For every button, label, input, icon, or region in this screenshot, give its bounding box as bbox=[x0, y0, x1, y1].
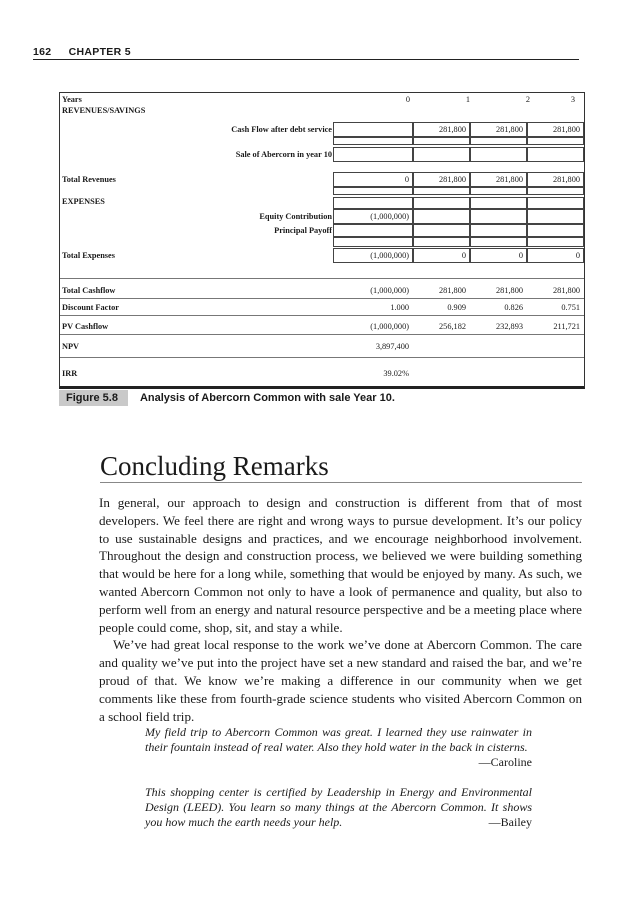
pv-cashflow-y1: 256,182 bbox=[439, 322, 466, 331]
paragraph-1: In general, our approach to design and construction is different from that of most developers. We feel there are right and wrong ways to pursue development. It’s our policy to use sustainable designs and practices, and we encourage neighborhood involvement. Throughout the design and construction process, we believed we were building something that would be here for a long while, something that would be enjoyed by many. As such, we wanted Abercorn Common not only to have a look of permanence and quality, but also to perform well from an energy and natural resource perspective and be a meeting place where people could come, shop, sit, and stay a while. bbox=[99, 495, 582, 635]
total-cashflow-y2: 281,800 bbox=[496, 286, 523, 295]
year-3: 3 bbox=[570, 95, 575, 104]
paragraph-2: We’ve had great local response to the work we’ve done at Abercorn Common. The care and quality we’ve put into the project have set a new standard and raised the bar, and we’re proud of that. We know we’re making a difference in our community when we get comments like these from fourth-grade science students who visited Abercorn Common on a school field trip. bbox=[99, 637, 582, 724]
pv-cashflow-y3: 211,721 bbox=[553, 322, 580, 331]
section-revenues: REVENUES/SAVINGS bbox=[62, 106, 146, 115]
equity-y0: (1,000,000) bbox=[370, 212, 409, 221]
total-cashflow-y3: 281,800 bbox=[553, 286, 580, 295]
pv-cashflow-y0: (1,000,000) bbox=[370, 322, 409, 331]
section-title: Concluding Remarks bbox=[100, 451, 329, 481]
discount-factor-y1: 0.909 bbox=[447, 303, 466, 312]
row-label-pv-cashflow: PV Cashflow bbox=[62, 322, 109, 331]
section-expenses: EXPENSES bbox=[62, 197, 105, 206]
header-rule bbox=[33, 59, 579, 60]
cash-flow-y2: 281,800 bbox=[496, 125, 523, 134]
body-text bbox=[99, 494, 582, 725]
quote-text: My field trip to Abercorn Common was great. I learned they use rainwater in their fountain instead of real water. Also they hold water in the back in cisterns. bbox=[145, 725, 532, 755]
caption-text: Analysis of Abercorn Common with sale Year 10. bbox=[139, 392, 395, 404]
cash-flow-y1: 281,800 bbox=[439, 125, 466, 134]
row-label-npv: NPV bbox=[62, 342, 80, 351]
cash-flow-y3: 281,800 bbox=[553, 125, 580, 134]
total-revenues-y1: 281,800 bbox=[439, 175, 466, 184]
total-revenues-y2: 281,800 bbox=[496, 175, 523, 184]
quote-caroline bbox=[145, 725, 532, 771]
row-label-cash-flow: Cash Flow after debt service bbox=[231, 125, 332, 134]
year-0: 0 bbox=[405, 95, 410, 104]
row-label-total-expenses: Total Expenses bbox=[62, 251, 115, 260]
chapter-label: CHAPTER 5 bbox=[68, 46, 131, 58]
row-label-total-revenues: Total Revenues bbox=[62, 175, 116, 184]
pv-cashflow-y2: 232,893 bbox=[496, 322, 523, 331]
discount-factor-y0: 1.000 bbox=[390, 303, 409, 312]
total-revenues-y0: 0 bbox=[404, 175, 409, 184]
total-cashflow-y1: 281,800 bbox=[439, 286, 466, 295]
row-label-discount-factor: Discount Factor bbox=[62, 303, 119, 312]
discount-factor-y3: 0.751 bbox=[561, 303, 580, 312]
discount-factor-y2: 0.826 bbox=[504, 303, 523, 312]
total-expenses-y1: 0 bbox=[461, 251, 466, 260]
figure-label: Figure 5.8 bbox=[59, 390, 128, 406]
total-expenses-y3: 0 bbox=[575, 251, 580, 260]
year-2: 2 bbox=[525, 95, 530, 104]
total-expenses-y0: (1,000,000) bbox=[370, 251, 409, 260]
quote-author: —Bailey bbox=[488, 815, 532, 830]
npv-value: 3,897,400 bbox=[375, 342, 409, 351]
total-revenues-y3: 281,800 bbox=[553, 175, 580, 184]
quote-text: This shopping center is certified by Leadership in Energy and Environmental Design (LEED). You learn so many things at the Abercorn Common. It shows you how much the earth needs your help. bbox=[145, 785, 532, 830]
figure-caption bbox=[59, 390, 395, 406]
figure-table bbox=[59, 92, 585, 389]
row-label-total-cashflow: Total Cashflow bbox=[62, 286, 116, 295]
row-label-equity: Equity Contribution bbox=[259, 212, 332, 221]
total-expenses-y2: 0 bbox=[518, 251, 523, 260]
row-label-principal: Principal Payoff bbox=[274, 226, 332, 235]
total-cashflow-y0: (1,000,000) bbox=[370, 286, 409, 295]
years-label: Years bbox=[62, 95, 82, 104]
row-label-sale: Sale of Abercorn in year 10 bbox=[235, 150, 332, 159]
row-label-irr: IRR bbox=[62, 369, 78, 378]
running-header bbox=[33, 46, 131, 58]
irr-value: 39.02% bbox=[383, 369, 409, 378]
year-1: 1 bbox=[465, 95, 470, 104]
quote-bailey bbox=[145, 785, 532, 831]
title-rule bbox=[100, 482, 582, 483]
quote-author: —Caroline bbox=[478, 755, 532, 770]
page-number: 162 bbox=[33, 46, 52, 58]
